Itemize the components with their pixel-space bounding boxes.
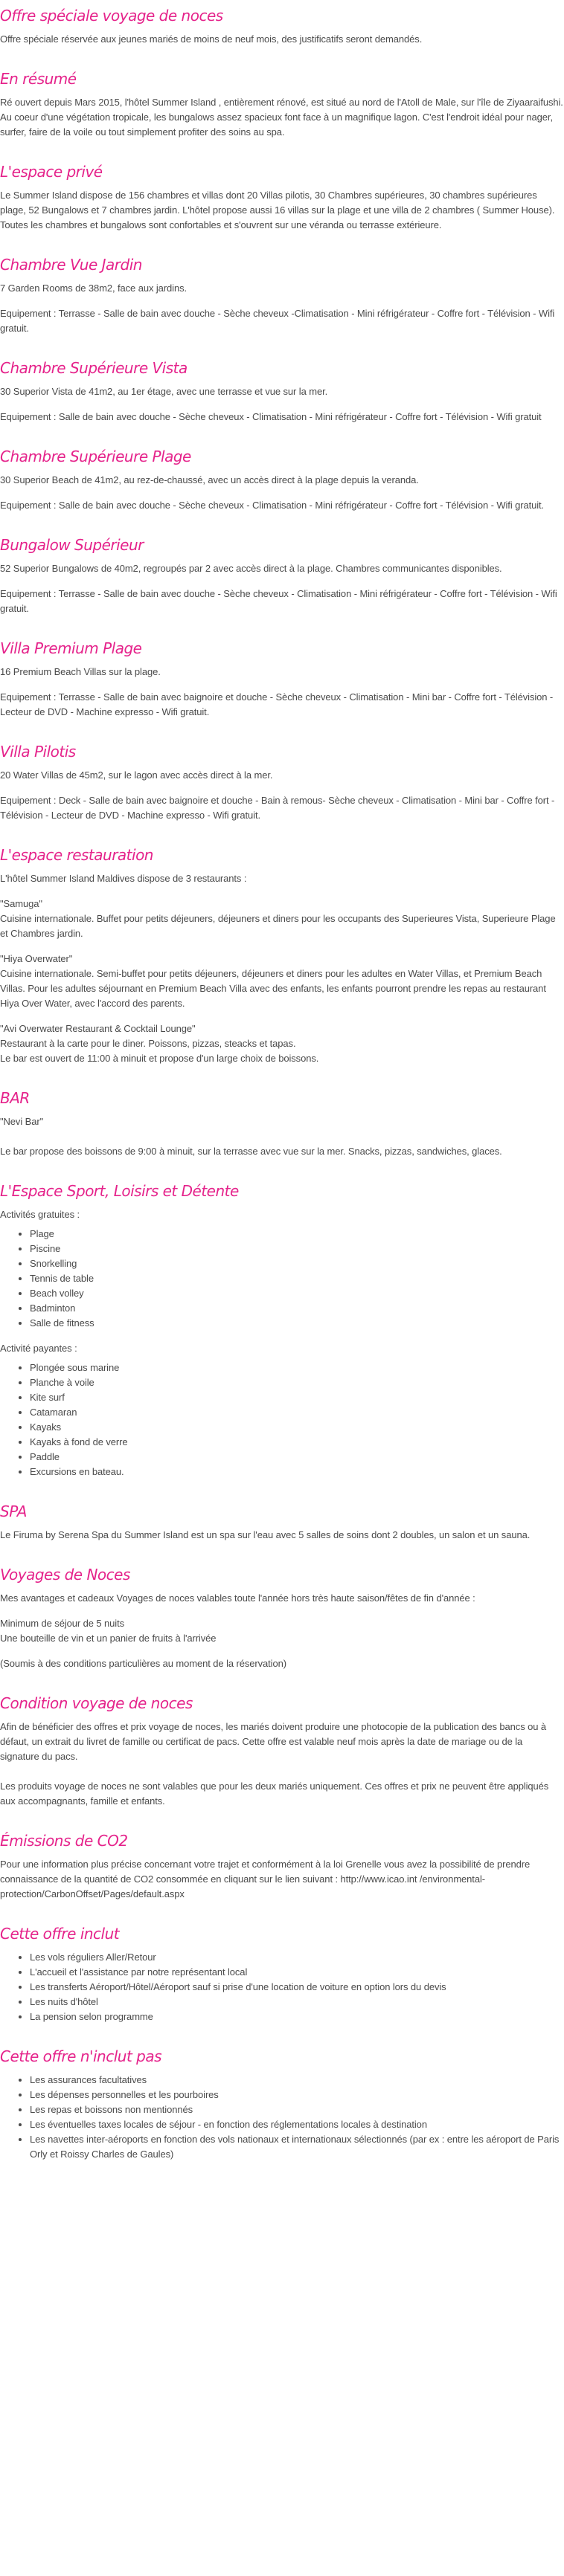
free-activities-list (0, 1227, 564, 1331)
list-item: • Plage (30, 1227, 564, 1242)
section-inclut (0, 1918, 564, 2024)
room-equipment: Equipement : Terrasse - Salle de bain avec douche - Sèche cheveux - Climatisation - Mini réfrigérateur - Coffre fort - Télévision - Wifi gratuit. (0, 588, 557, 614)
list-item: • Kayaks à fond de verre (30, 1435, 564, 1450)
list-item: • L'accueil et l'assistance par notre représentant local (30, 1965, 564, 1980)
list-item: • Paddle (30, 1450, 564, 1465)
list-item: • Planche à voile (30, 1375, 564, 1390)
restauration-intro: L'hôtel Summer Island Maldives dispose de 3 restaurants : (0, 873, 247, 884)
list-item: • Tennis de table (30, 1271, 564, 1286)
sport-paid-label: Activité payantes : (0, 1343, 77, 1354)
list-item: • Plongée sous marine (30, 1360, 564, 1375)
room-description: 20 Water Villas de 45m2, sur le lagon avec accès direct à la mer. (0, 769, 273, 781)
section-espace-prive (0, 156, 564, 233)
restauration-title: L'espace restauration (0, 846, 153, 864)
sport-free-label: Activités gratuites : (0, 1209, 80, 1220)
list-item: • Kayaks (30, 1420, 564, 1435)
section-condition (0, 1688, 564, 1809)
section-voyages-noces (0, 1559, 564, 1671)
list-item: • Les éventuelles taxes locales de séjour - en fonction des réglementations locales à destination (30, 2117, 564, 2132)
offre-speciale-text: Offre spéciale réservée aux jeunes mariés de moins de neuf mois, des justificatifs seront demandés. (0, 33, 423, 45)
room-description: 30 Superior Vista de 41m2, au 1er étage, avec une terrasse et vue sur la mer. (0, 386, 328, 397)
spa-text: Le Firuma by Serena Spa du Summer Island est un spa sur l'eau avec 5 salles de soins dont 2 doubles, un salon et un sauna. (0, 1529, 531, 1540)
advantage-line: Minimum de séjour de 5 nuits (0, 1618, 125, 1629)
restaurant-extra: Le bar est ouvert de 11:00 à minuit et propose d'un large choix de boissons. (0, 1053, 319, 1064)
list-item: • Les navettes inter-aéroports en fonction des vols nationaux et internationaux sélectionnés (par ex : entre les aéroport de Paris Orly et Roissy Charles de Gaules) (30, 2132, 564, 2162)
list-item: • Piscine (30, 1242, 564, 1256)
list-item: • Les dépenses personnelles et les pourboires (30, 2088, 564, 2102)
inclut-list (0, 1950, 564, 2024)
room-equipment: Equipement : Deck - Salle de bain avec baignoire et douche - Bain à remous- Sèche cheveux - Climatisation - Mini bar - Coffre fort - Télévision - Lecteur de DVD - Machine expresso - Wifi gratuit. (0, 795, 555, 821)
room-superior-vista (0, 352, 564, 425)
restaurant-description: Cuisine internationale. Buffet pour petits déjeuners, déjeuners et diners pour les occupants des Superieures Vista, Superieure Plage et Chambres jardin. (0, 913, 556, 939)
room-title: Villa Premium Plage (0, 639, 142, 657)
co2-text: Pour une information plus précise concernant votre trajet et conformément à la loi Grenelle vous avez la possibilité de prendre connaissance de la quantité de CO2 consommée en cliquant sur le lien suivant : http://www.icao.int /environmental-protection/CarbonOffset/Pages/default.aspx (0, 1859, 531, 1899)
list-item: • Snorkelling (30, 1256, 564, 1271)
room-title: Bungalow Supérieur (0, 536, 144, 554)
room-superior-beach (0, 441, 564, 513)
condition-text-1: Afin de bénéficier des offres et prix voyage de noces, les mariés doivent produire une photocopie de la publication des bancs ou à défaut, un extrait du livret de famille ou certificat de pacs. Cette offre est valable neuf mois après la date de mariage ou de la signature du pacs. (0, 1721, 547, 1762)
list-item: • Badminton (30, 1301, 564, 1316)
offre-speciale-title: Offre spéciale voyage de noces (0, 7, 223, 25)
co2-title: Émissions de CO2 (0, 1832, 128, 1850)
room-description: 52 Superior Bungalows de 40m2, regroupés par 2 avec accès direct à la plage. Chambres communicantes disponibles. (0, 563, 502, 574)
list-item: • Beach volley (30, 1286, 564, 1301)
room-equipment: Equipement : Terrasse - Salle de bain avec baignoire et douche - Sèche cheveux - Climatisation - Mini bar - Coffre fort - Télévision - Lecteur de DVD - Machine expresso - Wifi gratuit. (0, 691, 554, 717)
advantage-line: Une bouteille de vin et un panier de fruits à l'arrivée (0, 1633, 217, 1644)
section-resume (0, 63, 564, 140)
section-co2 (0, 1825, 564, 1902)
room-garden (0, 249, 564, 336)
list-item: • La pension selon programme (30, 2010, 564, 2024)
bar-name: "Nevi Bar" (0, 1116, 44, 1127)
voyages-noces-title: Voyages de Noces (0, 1566, 130, 1584)
paid-activities-list (0, 1360, 564, 1479)
ninclut-title: Cette offre n'inclut pas (0, 2047, 162, 2065)
ninclut-list (0, 2073, 564, 2162)
list-item: • Salle de fitness (30, 1316, 564, 1331)
inclut-title: Cette offre inclut (0, 1925, 120, 1943)
room-bungalow-superior (0, 529, 564, 616)
bar-title: BAR (0, 1089, 30, 1107)
restaurant-name: "Samuga" (0, 898, 42, 909)
voyages-noces-intro: Mes avantages et cadeaux Voyages de noces valables toute l'année hors très haute saison/fêtes de fin d'année : (0, 1592, 475, 1604)
list-item: • Kite surf (30, 1390, 564, 1405)
room-equipment: Equipement : Salle de bain avec douche - Sèche cheveux - Climatisation - Mini réfrigérateur - Coffre fort - Télévision - Wifi gratuit (0, 411, 542, 422)
sport-title: L'Espace Sport, Loisirs et Détente (0, 1182, 239, 1200)
restaurant-description: Restaurant à la carte pour le diner. Poissons, pizzas, steacks et tapas. (0, 1038, 296, 1049)
room-equipment: Equipement : Salle de bain avec douche - Sèche cheveux - Climatisation - Mini réfrigérateur - Coffre fort - Télévision - Wifi gratuit. (0, 500, 545, 511)
section-restauration (0, 839, 564, 1066)
restaurant-description: Cuisine internationale. Semi-buffet pour petits déjeuners, déjeuners et diners pour les adultes en Water Villas, et Premium Beach Villas. Pour les adultes séjournant en Premium Beach Villa avec des enfants, les enfants pourront prendre les repas au restaurant Hiya Over Water, avec l'accord des parents. (0, 968, 546, 1009)
room-equipment: Equipement : Terrasse - Salle de bain avec douche - Sèche cheveux -Climatisation - Mini réfrigérateur - Coffre fort - Télévision - Wifi gratuit. (0, 308, 555, 334)
voyages-noces-advantages (0, 1616, 564, 1646)
condition-title: Condition voyage de noces (0, 1694, 193, 1712)
restaurant-name: "Avi Overwater Restaurant & Cocktail Lounge" (0, 1023, 196, 1034)
bar-text: Le bar propose des boissons de 9:00 à minuit, sur la terrasse avec vue sur la mer. Snacks, pizzas, sandwiches, glaces. (0, 1146, 502, 1157)
restaurant-hiya (0, 952, 564, 1011)
section-offre-speciale (0, 0, 564, 47)
resume-text: Ré ouvert depuis Mars 2015, l'hôtel Summer Island , entièrement rénové, est situé au nord de l'Atoll de Male, sur l'île de Ziyaaraifushi. Au coeur d'une végétation tropicale, les bungalows assez spacieux font face à un magnifique lagon. C'est l'endroit idéal pour nager, surfer, faire de la voile ou tout simplement profiter des soins au spa. (0, 97, 563, 138)
room-description: 16 Premium Beach Villas sur la plage. (0, 666, 161, 677)
list-item: • Les transferts Aéroport/Hôtel/Aéroport sauf si prise d'une location de voiture en option lors du devis (30, 1980, 564, 1995)
list-item: • Les vols réguliers Aller/Retour (30, 1950, 564, 1965)
room-title: Villa Pilotis (0, 743, 76, 761)
resume-title: En résumé (0, 70, 77, 88)
list-item: • Excursions en bateau. (30, 1465, 564, 1479)
room-title: Chambre Supérieure Vista (0, 359, 188, 377)
list-item: • Les nuits d'hôtel (30, 1995, 564, 2010)
espace-prive-text: Le Summer Island dispose de 156 chambres et villas dont 20 Villas pilotis, 30 Chambres supérieures, 30 chambres supérieures plage, 52 Bungalows et 7 chambres jardin. L'hôtel propose aussi 16 villas sur la plage et une villa de 2 chambres ( Summer House). Toutes les chambres et bungalows sont confortables et s'ouvrent sur une véranda ou terrasse extérieure. (0, 190, 555, 230)
section-ninclut (0, 2041, 564, 2162)
section-spa (0, 1496, 564, 1543)
room-villa-premium-beach (0, 633, 564, 720)
restaurant-avi (0, 1021, 564, 1066)
list-item: • Catamaran (30, 1405, 564, 1420)
espace-prive-title: L'espace privé (0, 163, 103, 181)
list-item: • Les assurances facultatives (30, 2073, 564, 2088)
section-bar (0, 1082, 564, 1159)
restaurant-name: "Hiya Overwater" (0, 953, 73, 964)
spa-title: SPA (0, 1502, 27, 1520)
section-sport (0, 1175, 564, 1479)
room-description: 7 Garden Rooms de 38m2, face aux jardins. (0, 283, 187, 294)
room-title: Chambre Supérieure Plage (0, 448, 191, 465)
room-title: Chambre Vue Jardin (0, 256, 142, 274)
room-villa-pilotis (0, 736, 564, 823)
restaurant-samuga (0, 897, 564, 941)
list-item: • Les repas et boissons non mentionnés (30, 2102, 564, 2117)
room-description: 30 Superior Beach de 41m2, au rez-de-chaussé, avec un accès direct à la plage depuis la veranda. (0, 474, 419, 485)
condition-text-2: Les produits voyage de noces ne sont valables que pour les deux mariés uniquement. Ces offres et prix ne peuvent être appliqués aux accompagnants, famille et enfants. (0, 1781, 549, 1807)
voyages-noces-note: (Soumis à des conditions particulières au moment de la réservation) (0, 1658, 286, 1669)
